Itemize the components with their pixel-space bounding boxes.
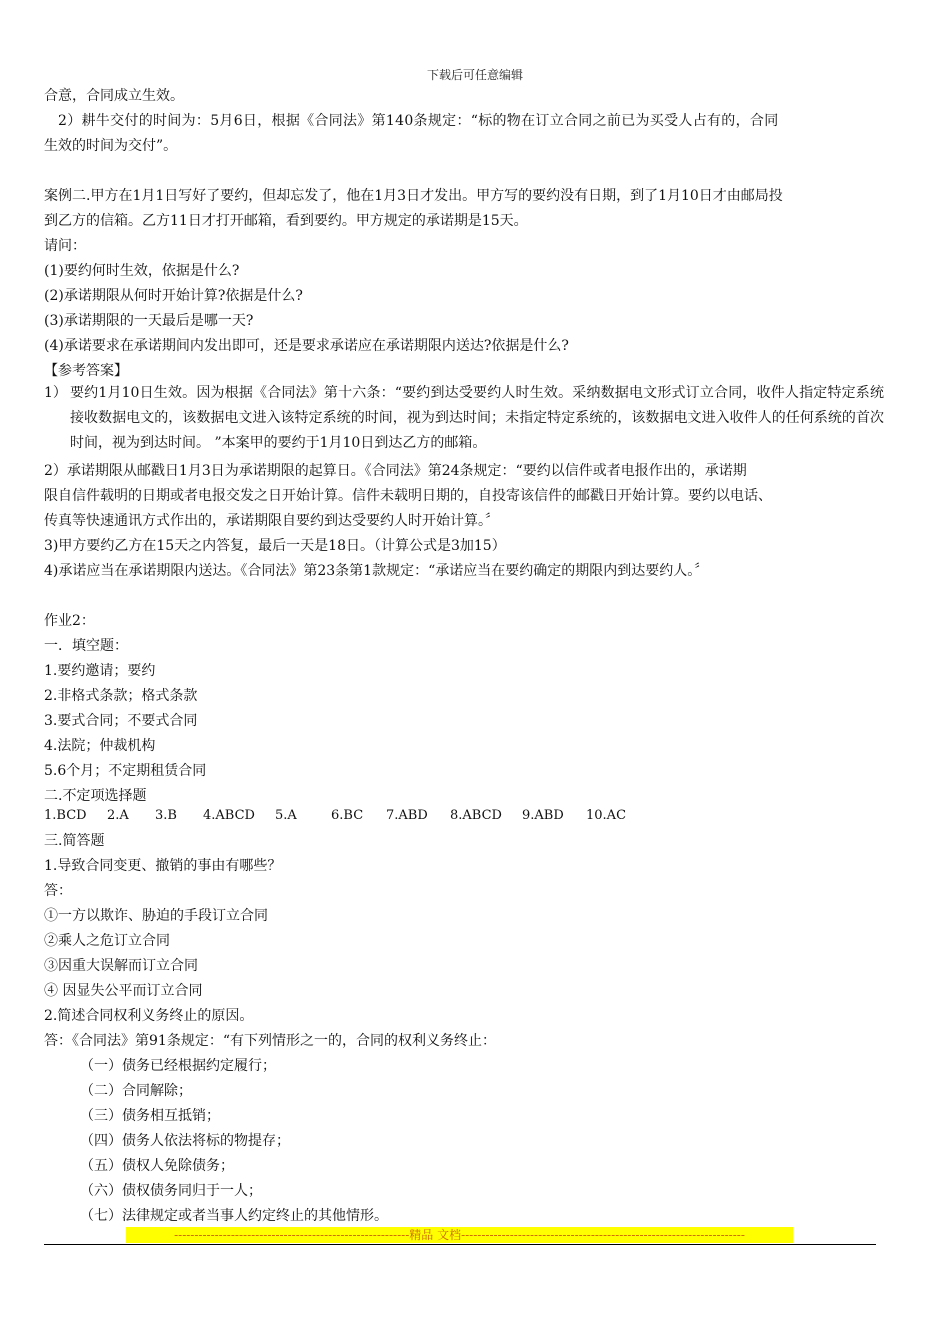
fill-section-title: 一．填空题： <box>44 638 128 654</box>
reference-answer-title: 【参考答案】 <box>44 363 128 379</box>
text-line: 生效的时间为交付”。 <box>44 138 178 154</box>
answer-2-line: 限自信件载明的日期或者电报交发之日开始计算。信件未载明日期的，自投寄该信件的邮戳日开始计算。要约以电话、 <box>44 488 772 504</box>
choice-answer: 9.ABD <box>522 808 564 823</box>
choice-answer: 8.ABCD <box>450 808 502 823</box>
termination-item: （一）债务已经根据约定履行； <box>80 1058 276 1074</box>
text-line: 2）耕牛交付的时间为：5月6日，根据《合同法》第140条规定：“标的物在订立合同之前已为买受人占有的，合同 <box>58 113 779 129</box>
question-item: (3)承诺期限的一天最后是哪一天? <box>44 313 254 329</box>
answer-item: ②乘人之危订立合同 <box>44 933 170 949</box>
answer-2-line: 2）承诺期限从邮戳日1月3日为承诺期限的起算日。《合同法》第24条规定：“要约以信件或者电报作出的，承诺期 <box>44 463 747 479</box>
short-answer-text: 答：《合同法》第91条规定：“有下列情形之一的，合同的权利义务终止： <box>44 1033 496 1049</box>
fill-answer: 4.法院；仲裁机构 <box>44 738 156 754</box>
footer-highlight: ----------------------------------------------------------精品 文档---------------------------------------------------------------------- <box>126 1227 793 1243</box>
short-answer-title: 三.简答题 <box>44 833 105 849</box>
answer-4: 4)承诺应当在承诺期限内送达。《合同法》第23条第1款规定：“承诺应当在要约确定的期限内到达要约人。〞 <box>44 563 709 579</box>
fill-answer: 2.非格式条款；格式条款 <box>44 688 198 704</box>
homework-title: 作业2： <box>44 613 95 629</box>
termination-item: （五）债权人免除债务； <box>80 1158 234 1174</box>
termination-item: （七）法律规定或者当事人约定终止的其他情形。 <box>80 1208 388 1224</box>
question-item: (2)承诺期限从何时开始计算?依据是什么? <box>44 288 303 304</box>
page-header: 下载后可任意编辑 <box>426 68 523 82</box>
case2-paragraph: 案例二.甲方在1月1日写好了要约，但却忘发了，他在1月3日才发出。甲方写的要约没有日期，到了1月10日才由邮局投 <box>44 188 783 204</box>
choice-answer: 1.BCD <box>44 808 87 823</box>
answer-label: 答： <box>44 883 72 899</box>
termination-item: （六）债权债务同归于一人； <box>80 1183 262 1199</box>
choice-answer: 7.ABD <box>386 808 428 823</box>
termination-item: （二）合同解除； <box>80 1083 192 1099</box>
answer-1 <box>44 381 884 456</box>
question-intro: 请问： <box>44 238 86 254</box>
choice-section-title: 二.不定项选择题 <box>44 788 147 804</box>
answer-item: ③因重大误解而订立合同 <box>44 958 198 974</box>
choice-answer: 4.ABCD <box>203 808 255 823</box>
short-question: 2.简述合同权利义务终止的原因。 <box>44 1008 254 1024</box>
fill-answer: 1.要约邀请；要约 <box>44 663 156 679</box>
answer-2-line: 传真等快速通讯方式作出的，承诺期限自要约到达受要约人时开始计算。〞 <box>44 513 499 529</box>
footer-divider <box>44 1244 876 1245</box>
fill-answer: 5.6个月；不定期租赁合同 <box>44 763 207 779</box>
case2-paragraph: 到乙方的信箱。乙方11日才打开邮箱，看到要约。甲方规定的承诺期是15天。 <box>44 213 528 229</box>
short-question: 1.导致合同变更、撤销的事由有哪些？ <box>44 858 282 874</box>
choice-answer: 10.AC <box>586 808 627 823</box>
choice-answer: 6.BC <box>331 808 364 823</box>
question-item: (4)承诺要求在承诺期间内发出即可，还是要求承诺应在承诺期限内送达?依据是什么? <box>44 338 569 354</box>
text-line: 合意，合同成立生效。 <box>44 88 184 104</box>
answer-1-text: 要约1月10日生效。因为根据《合同法》第十六条：“要约到达受要约人时生效。采纳数据电文形式订立合同，收件人指定特定系统接收数据电文的，该数据电文进入该特定系统的时间，视为到达时间；未指定特定系统的，该数据电文进入收件人的任何系统的首次时间，视为到达时间。 ”本案甲的要约于1月10日到达乙方的邮箱。 <box>70 385 884 451</box>
answer-item: ④ 因显失公平而订立合同 <box>44 983 203 999</box>
termination-item: （三）债务相互抵销； <box>80 1108 220 1124</box>
answer-item: ①一方以欺诈、胁迫的手段订立合同 <box>44 908 268 924</box>
question-item: (1)要约何时生效，依据是什么? <box>44 263 240 279</box>
fill-answer: 3.要式合同；不要式合同 <box>44 713 198 729</box>
answer-3: 3)甲方要约乙方在15天之内答复，最后一天是18日。（计算公式是3加15） <box>44 538 506 554</box>
choice-answer: 3.B <box>155 808 177 823</box>
termination-item: （四）债务人依法将标的物提存； <box>80 1133 290 1149</box>
choice-answer: 5.A <box>275 808 297 823</box>
choice-answer: 2.A <box>107 808 129 823</box>
answer-1-number: 1） <box>44 385 67 401</box>
